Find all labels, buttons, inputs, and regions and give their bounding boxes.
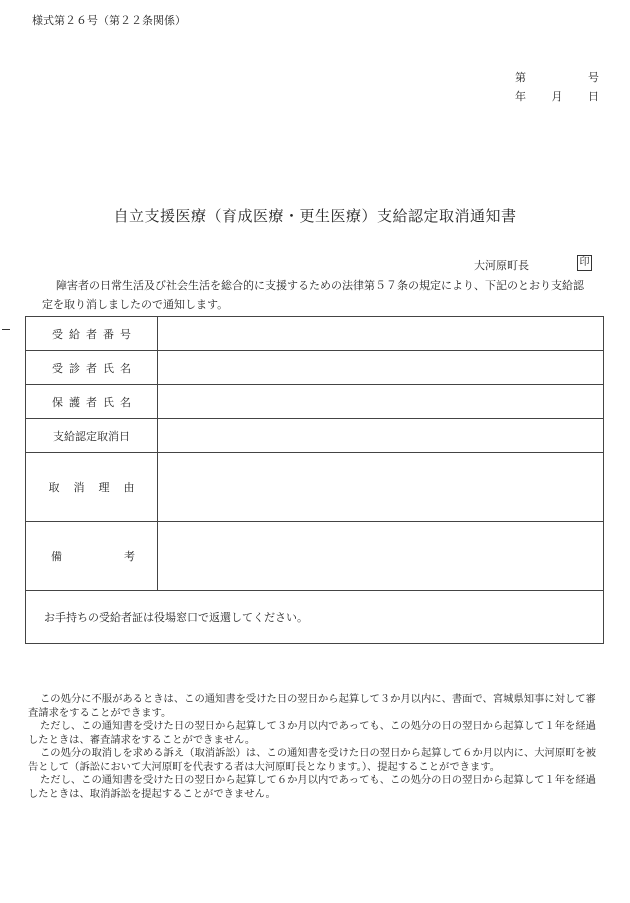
table-row-patient-name: [26, 351, 604, 385]
patient-name-value: [158, 351, 604, 385]
form-number: 様式第２６号（第２２条関係）: [32, 14, 186, 27]
note-paragraph: ただし、この通知書を受けた日の翌日から起算して３か月以内であっても、この処分の日の翌日から起算して１年を経過したときは、審査請求をすることができません。: [28, 720, 596, 746]
cancel-date-label: 支給認定取消日: [53, 429, 130, 443]
issuer-name: 大河原町長: [474, 259, 529, 272]
remarks-label-cell: [26, 522, 158, 591]
issue-date: [515, 87, 599, 106]
patient-name-label-cell: [26, 351, 158, 385]
table-row-cancel-date: [26, 419, 604, 453]
table-row-return-notice: [26, 591, 604, 644]
issue-info: [515, 68, 599, 106]
remarks-label-char-2: 考: [124, 550, 135, 563]
patient-name-label: 受診者氏名: [52, 361, 137, 375]
table-row-guardian-name: [26, 385, 604, 419]
cancel-date-label-cell: [26, 419, 158, 453]
table-row-remarks: [26, 522, 604, 591]
table-row-cancel-reason: [26, 453, 604, 522]
cancel-reason-label-cell: [26, 453, 158, 522]
cancel-date-value: [158, 419, 604, 453]
cancel-reason-value: [158, 453, 604, 522]
remarks-value: [158, 522, 604, 591]
legal-notes: [28, 693, 602, 801]
notice-table: [25, 316, 604, 644]
issue-date-day: 日: [588, 90, 599, 103]
document-title: 自立支援医療（育成医療・更生医療）支給認定取消通知書: [113, 207, 517, 225]
table-row-recipient-number: [26, 317, 604, 351]
remarks-label: [26, 548, 157, 564]
recipient-number-label-cell: [26, 317, 158, 351]
guardian-name-value: [158, 385, 604, 419]
issue-number-suffix: 号: [588, 71, 599, 84]
return-notice: お手持ちの受給者証は役場窓口で返還してください。: [26, 591, 604, 644]
issue-date-month: 月: [551, 90, 563, 103]
issue-number: [515, 68, 599, 87]
intro-text: 障害者の日常生活及び社会生活を総合的に支援するための法律第５７条の規定により、下記のとおり支給認定を取り消しましたので通知します。: [42, 279, 584, 311]
recipient-number-value: [158, 317, 604, 351]
remarks-label-char-1: 備: [51, 550, 62, 563]
guardian-name-label-cell: [26, 385, 158, 419]
issue-number-prefix: 第: [515, 71, 526, 84]
note-paragraph: この処分の取消しを求める訴え（取消訴訟）は、この通知書を受けた日の翌日から起算して６か月以内に、大河原町を被告として（訴訟において大河原町を代表する者は大河原町長となります。）、提起することができます。: [28, 747, 597, 773]
margin-dash: [2, 329, 10, 330]
issue-date-year: 年: [515, 90, 526, 103]
guardian-name-label: 保護者氏名: [52, 395, 137, 409]
note-paragraph: ただし、この通知書を受けた日の翌日から起算して６か月以内であっても、この処分の日の翌日から起算して１年を経過したときは、取消訴訟を提起することができません。: [28, 774, 596, 800]
recipient-number-label: 受給者番号: [52, 327, 137, 341]
seal-mark: 印: [577, 255, 592, 271]
note-paragraph: この処分に不服があるときは、この通知書を受けた日の翌日から起算して３か月以内に、書面で、宮城県知事に対して審査請求をすることができます。: [28, 693, 596, 719]
cancel-reason-label: 取消理由: [48, 481, 149, 494]
